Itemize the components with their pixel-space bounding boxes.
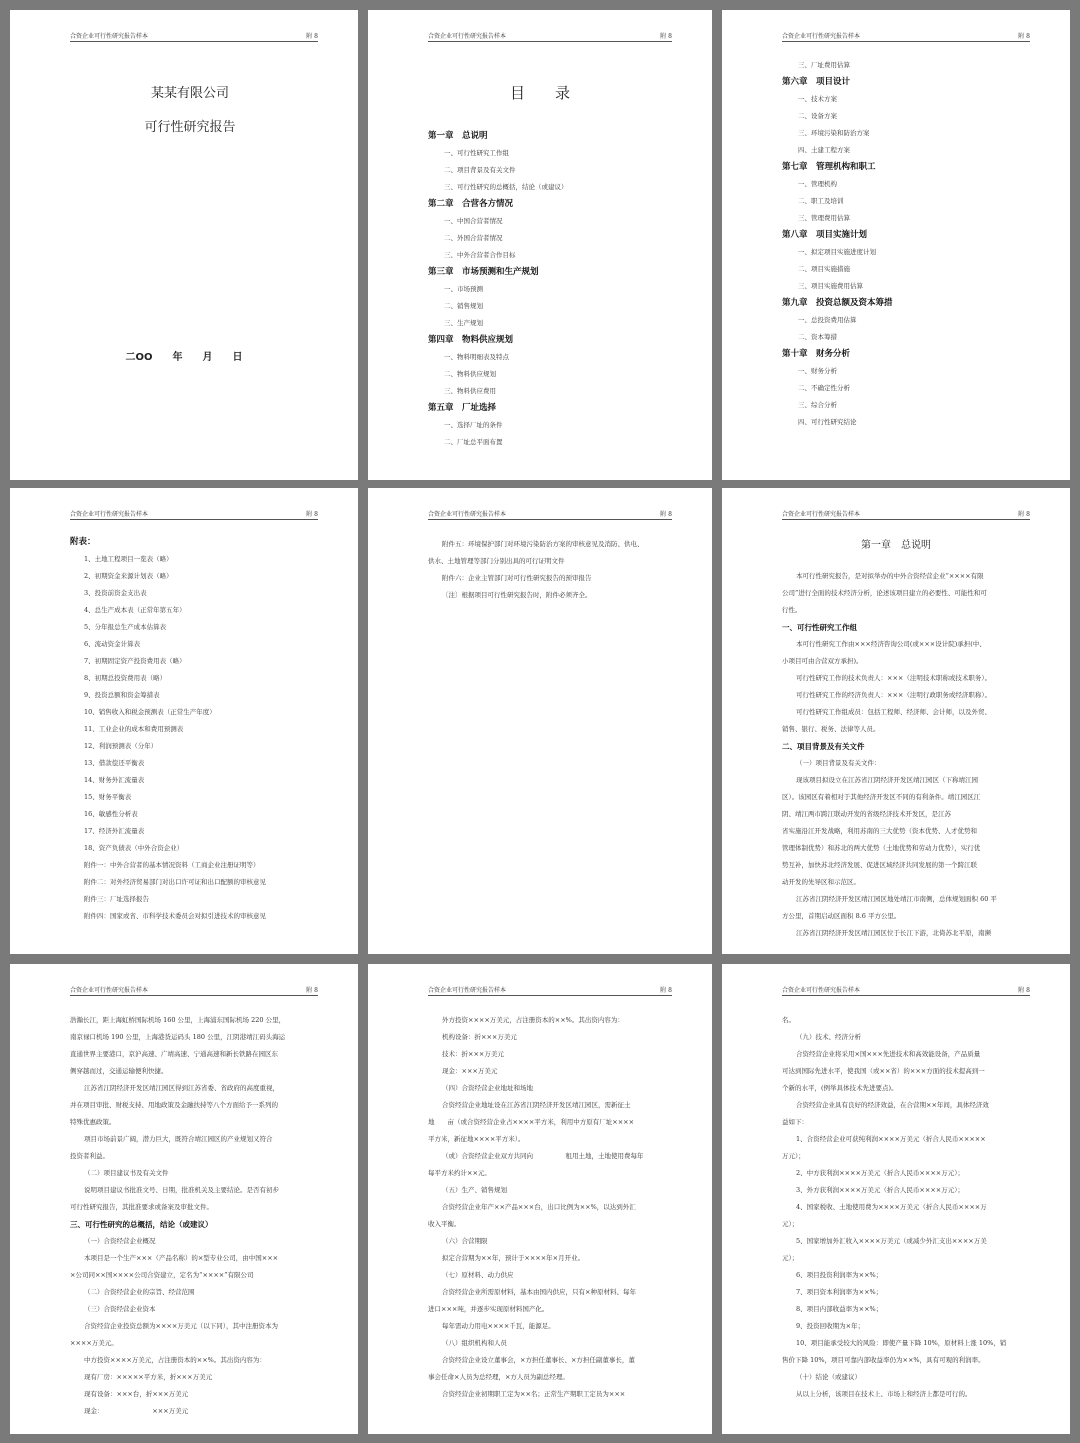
paragraph-line: 可行性研究工作的技术负责人：×××（注明技术职称或技术职务）。 (796, 674, 992, 682)
page-header (70, 986, 318, 996)
appendix-item: 7、初期固定资产投资费用表（略） (84, 657, 186, 665)
paragraph-line: （九）技术、经济分析 (796, 1033, 861, 1041)
paragraph-line: 合资经营企业具有良好的经济效益，在合营期××年间，具体经济效 (796, 1101, 989, 1109)
appendix-item: 11、工业企业的成本和费用预测表 (84, 725, 184, 733)
appendix-item: 13、借款偿还平衡表 (84, 759, 145, 767)
paragraph-line: 合资经营企业年产××产品×××台，出口比例为××%，以达到外汇 (442, 1203, 636, 1211)
appendix-cont-line: 供水、土地管理等部门分别出具的可行证明文件 (428, 557, 565, 565)
paragraph-line: 现金：×××万美元 (442, 1067, 498, 1075)
toc-chapter[interactable]: 第七章 管理机构和职工 (782, 162, 876, 172)
paragraph-line: 个新的水平，(例举具体技术先进要点)。 (782, 1084, 898, 1092)
paragraph-line: 特殊优惠政策。 (70, 1118, 116, 1126)
appendix-item: 3、投资前资金支出表 (84, 589, 147, 597)
toc-item[interactable]: 二、职工及培训 (798, 197, 844, 205)
paragraph-line: 6、项目投资利润率为××%； (796, 1271, 883, 1279)
toc-item[interactable]: 一、管理机构 (798, 180, 837, 188)
appendix-item: 16、敏感性分析表 (84, 810, 138, 818)
appendix-item: 10、销售收入和税金预测表（正常生产年度） (84, 708, 216, 716)
paragraph-line: 可达到国际先进水平，使我国（或××省）的×××方面的技术提高到一 (782, 1067, 985, 1075)
paragraph-line: 机构设备：折×××万美元 (442, 1033, 517, 1041)
paragraph-line: 江苏省江阴经济开发区靖江园区地处靖江市南侧，总体规划面积 60 平 (796, 895, 997, 903)
paragraph-line: 2、中方获利润××××万美元（折合人民币××××万元）； (796, 1169, 964, 1177)
section-heading: 二、项目背景及有关文件 (782, 742, 865, 751)
header-left-text: 合资企业可行性研究报告样本 (428, 511, 507, 518)
toc-item[interactable]: 二、不确定性分析 (798, 384, 850, 392)
toc-item[interactable]: 三、环境污染和防治方案 (798, 129, 870, 137)
paragraph-line: 5、国家增加外汇收入××××万美元（或减少外汇支出××××万美 (796, 1237, 987, 1245)
toc-chapter[interactable]: 第八章 项目实施计划 (782, 230, 868, 240)
header-right-text: 附 8 (660, 33, 672, 40)
toc-chapter[interactable]: 第四章 物料供应规划 (428, 335, 514, 345)
header-right-text: 附 8 (306, 511, 318, 518)
paragraph-line: 区）。该园区有着相对于其他经济开发区不同的有利条件。靖江园区江 (782, 793, 981, 801)
toc-item[interactable]: 二、厂址总平面布置 (444, 438, 503, 446)
paragraph-line: 浩瀚长江，距上海虹桥国际机场 160 公里，上海浦东国际机场 220 公里， (70, 1016, 286, 1024)
page-appendix (10, 488, 358, 954)
appendix-cont-list (428, 536, 672, 604)
toc-chapter[interactable]: 第六章 项目设计 (782, 77, 851, 87)
paragraph-line: 平方米，新征地××××平方米）。 (428, 1135, 525, 1143)
toc-item[interactable]: 三、项目实施费用估算 (798, 282, 863, 290)
header-left-text: 合资企业可行性研究报告样本 (782, 33, 861, 40)
cover-company: 某某有限公司 (150, 86, 229, 101)
page8-body (428, 1012, 672, 1403)
header-right-text: 附 8 (660, 987, 672, 994)
toc-item[interactable]: 一、可行性研究工作组 (444, 149, 509, 157)
paragraph-line: （七）原材料、动力供应 (442, 1271, 514, 1279)
paragraph-line: 元）； (782, 1254, 799, 1262)
header-left-text: 合资企业可行性研究报告样本 (782, 987, 861, 994)
toc-item[interactable]: 三、生产规划 (444, 319, 483, 327)
paragraph-line: 项目市场前景广阔，潜力巨大，既符合靖江园区的产业规划又符合 (84, 1135, 273, 1143)
toc-chapter[interactable]: 第三章 市场预测和生产规划 (428, 267, 539, 277)
toc-chapter[interactable]: 第五章 厂址选择 (428, 403, 497, 413)
paragraph-line: 侧穿越而过，交通运输便利快捷。 (70, 1067, 168, 1075)
appendix-item: 5、分年报总生产成本估算表 (84, 623, 167, 631)
toc-chapter[interactable]: 第九章 投资总额及资本筹措 (782, 298, 893, 308)
toc-item[interactable]: 四、土建工程方案 (798, 146, 850, 154)
paragraph-line: 阴、靖江两市跨江联动开发的省级经济技术开发区，是江苏 (782, 810, 951, 818)
paragraph-line: 本可行性研究工作由×××经济咨询公司(或×××设计院)承担(中、 (796, 640, 986, 648)
header-left-text: 合资企业可行性研究报告样本 (782, 511, 861, 518)
paragraph-line: （四）合资经营企业地址和场地 (442, 1084, 533, 1092)
paragraph-line: 并在项目审批、财税支持、用地政策及金融扶持等八个方面给予一系列的 (70, 1101, 278, 1109)
appendix-item: 6、流动资金计算表 (84, 640, 141, 648)
appendix-item: 附件四：国家或省、市科学技术委员会对拟引进技术的审核意见 (84, 912, 266, 920)
paragraph-line: 事会任命×人员为总经理，×方人员为副总经理。 (428, 1373, 569, 1381)
toc-item[interactable]: 一、技术方案 (798, 95, 837, 103)
appendix-item: 17、经济外汇流量表 (84, 827, 145, 835)
paragraph-line: 合资经营企业初期职工定为××名；正常生产期职工定员为××× (442, 1390, 626, 1398)
paragraph-line: 说明项目建议书批准文号、日期，批准机关及主要结论。是否有初步 (84, 1186, 279, 1194)
toc-item[interactable]: 一、选择厂址的条件 (444, 421, 503, 429)
subsection-heading: （一）项目背景及有关文件： (796, 759, 881, 767)
paragraph-line: 方公里，首期启动区面积 8.6 平方公里。 (782, 912, 901, 920)
toc-item[interactable]: 四、可行性研究结论 (798, 418, 857, 426)
header-left-text: 合资企业可行性研究报告样本 (70, 33, 149, 40)
paragraph-line: 外方投资××××万美元，占注册资本的××%。其出资内容为： (442, 1016, 624, 1024)
paragraph-line: 中方投资××××万美元，占注册资本的××%。其出资内容为： (84, 1356, 266, 1364)
page-8 (368, 964, 712, 1434)
paragraph-line: 合资经营企业设立董事会，×方担任董事长、×方担任副董事长，董 (442, 1356, 635, 1364)
toc-item[interactable]: 一、中国合营者情况 (444, 217, 503, 225)
paragraph-line: 投资者利益。 (70, 1152, 109, 1160)
paragraph-line: 势互补，加快苏北经济发展、促进区域经济共同发展的第一个跨江联 (782, 861, 977, 869)
paragraph-line: ××××万美元。 (70, 1339, 118, 1347)
page-header (428, 986, 672, 996)
paragraph-line: 江苏省江阴经济开发区靖江园区位于长江下游，北倚苏北平原，南濒 (796, 929, 991, 937)
page-toc-2 (722, 10, 1070, 480)
page-header (70, 32, 318, 42)
paragraph-line: 每年需动力用电××××千瓦，能源足。 (442, 1322, 555, 1330)
paragraph-line: 进口×××吨，并逐步实现原材料国产化。 (428, 1305, 549, 1313)
appendix-item: 附件二：对外经济贸易部门对出口许可证和出口配额的审核意见 (84, 878, 266, 886)
paragraph-line: 现金： ×××万美元 (84, 1407, 189, 1415)
page-header (70, 510, 318, 520)
header-right-text: 附 8 (1018, 511, 1030, 518)
toc-item[interactable]: 二、销售规划 (444, 302, 483, 310)
paragraph-line: 销售、银行、税务、法律等人员。 (782, 725, 880, 733)
header-left-text: 合资企业可行性研究报告样本 (70, 511, 149, 518)
toc-list-part2 (782, 57, 1030, 431)
page-header (428, 32, 672, 42)
paragraph-line: （八）组织机构和人员 (442, 1339, 507, 1347)
paragraph-line: 7、项目资本利润率为××%； (796, 1288, 883, 1296)
toc-item[interactable]: 三、可行性研究的总概括，结论（或建议） (444, 183, 568, 191)
toc-item[interactable]: 一、财务分析 (798, 367, 837, 375)
paragraph-line: 可行性研究报告，其批准要求或备案及审批文件。 (70, 1203, 213, 1211)
page-toc-1 (368, 10, 712, 480)
paragraph-line: 省实施沿江开发战略，利用苏南的三大优势（资本优势、人才优势和 (782, 827, 977, 835)
chapter1-title: 第一章 总说明 (861, 540, 931, 551)
toc-item[interactable]: 三、中外合营者合作目标 (444, 251, 516, 259)
toc-item[interactable]: 二、项目实施措施 (798, 265, 850, 273)
appendix-item: 8、初期总投资费用表（略） (84, 674, 167, 682)
paragraph-line: 本项目是一个生产×××（产品名称）的×型专业公司，由中国××× (84, 1254, 279, 1262)
chapter1-body (782, 568, 1030, 942)
paragraph-line: 技术：折×××万美元 (442, 1050, 504, 1058)
paragraph-line: 合资经营企业所需原材料，基本由国内供应，只有×种原材料、每年 (442, 1288, 636, 1296)
paragraph-line: 售价下降 10%，项目可靠内部收益率仍为××%，具有可观的利润率。 (782, 1356, 985, 1364)
toc-item[interactable]: 一、物料明细表及特点 (444, 353, 509, 361)
paragraph-line: 合资经营企业投资总额为××××万美元（以下同），其中注册资本为 (84, 1322, 279, 1330)
toc-chapter[interactable]: 第一章 总说明 (428, 131, 488, 141)
paragraph-line: 管理体制优势）和苏北的两大优势（土地优势和劳动力优势），实行优 (782, 844, 981, 852)
page9-body (782, 1012, 1030, 1403)
appendix-item: 4、总生产成本表（正常年第五年） (84, 606, 186, 614)
toc-chapter[interactable]: 第二章 合营各方情况 (428, 199, 514, 209)
paragraph-line: 名。 (782, 1016, 795, 1024)
paragraph-line: 4、国家税收、土地使用费为××××万美元（折合人民币××××万 (796, 1203, 987, 1211)
paragraph-line: 3、外方获利润××××万美元（折合人民币××××万元）； (796, 1186, 964, 1194)
paragraph-line: 南京禄口机场 190 公里，上海港货运码头 180 公里，江阴港靖江码头海运 (70, 1033, 286, 1041)
page-header (782, 986, 1030, 996)
cover-date: 二OO 年 月 日 (125, 352, 243, 363)
paragraph-line: ×公司同××国××××公司合资建立，定名为“××××”有限公司 (70, 1271, 254, 1279)
appendix-item: 附件三：厂址选择报告 (84, 895, 149, 903)
toc-item[interactable]: 二、资本筹措 (798, 333, 837, 341)
paragraph-line: 1、合资经营企业可获纯利润××××万美元（折合人民币××××× (796, 1135, 986, 1143)
paragraph-line: 动开发的先导区和示范区。 (782, 878, 860, 886)
paragraph-line: 直通世界主要港口，京沪高速、广靖高速、宁通高速和新长铁路在园区东 (70, 1050, 278, 1058)
appendix-item: 2、初期资金来源计划表（略） (84, 572, 173, 580)
header-right-text: 附 8 (1018, 33, 1030, 40)
page-9 (722, 964, 1070, 1434)
page-header (782, 510, 1030, 520)
paragraph-line: 合资经营企业将采用×国×××先进技术和高效能设备，产品质量 (796, 1050, 981, 1058)
toc-item[interactable]: 一、拟定项目实施进度计划 (798, 248, 876, 256)
paragraph-line: 本可行性研究报告，是对拟举办的中外合资经营企业“××××有限 (796, 572, 984, 580)
paragraph-line: 收入平衡。 (428, 1220, 461, 1228)
appendix-item: 9、投资总额和资金筹措表 (84, 691, 160, 699)
toc-item[interactable]: 一、市场预测 (444, 285, 483, 293)
paragraph-line: 行性。 (782, 606, 802, 614)
section-heading: 一、可行性研究工作组 (782, 623, 857, 632)
paragraph-line: 9、投资回收期为×年； (796, 1322, 865, 1330)
paragraph-line: 现有厂房：×××××平方米，折×××万美元 (84, 1373, 213, 1381)
cover-title: 可行性研究报告 (144, 120, 236, 135)
paragraph-line: 万元）； (782, 1152, 805, 1160)
paragraph-line: 地 亩（或合资经营企业占××××平方米，利用中方原有厂址×××× (428, 1118, 635, 1126)
paragraph-line: （十）结论（或建议） (796, 1373, 861, 1381)
page-header (782, 32, 1030, 42)
header-right-text: 附 8 (306, 33, 318, 40)
paragraph-line: 现有设备：×××台，折×××万美元 (84, 1390, 189, 1398)
appendix-item: 12、利润预测表（分年） (84, 742, 158, 750)
appendix-item: 15、财务平衡表 (84, 793, 132, 801)
toc-part2-chapters (782, 74, 1030, 431)
toc-item[interactable]: 二、设备方案 (798, 112, 837, 120)
paragraph-line: （三）合资经营企业资本 (84, 1305, 156, 1313)
page-7 (10, 964, 358, 1434)
paragraph-line: （或）合资经营企业双方共同向 租用土地，土地使用费每年 (442, 1152, 644, 1160)
paragraph-line: 元）； (782, 1220, 799, 1228)
header-right-text: 附 8 (306, 987, 318, 994)
page-header (428, 510, 672, 520)
paragraph-line: （一）合资经营企业概况 (84, 1237, 156, 1245)
appendix-cont-line: 〔注〕根据项目可行性研究报告时，附件必须齐全。 (442, 591, 592, 599)
appendix-item: 1、土地工程项目一览表（略） (84, 555, 173, 563)
appendix-list (70, 551, 318, 925)
paragraph-line: 小项目可由合营双方承担)。 (782, 657, 863, 665)
toc-chapter[interactable]: 第十章 财务分析 (782, 349, 851, 359)
toc-item[interactable]: 二、项目背景及有关文件 (444, 166, 516, 174)
header-right-text: 附 8 (660, 511, 672, 518)
page-chapter1 (722, 488, 1070, 954)
paragraph-line: 可行性研究工作组成员：包括工程师、经济师、会计师，以及外贸、 (796, 708, 991, 716)
paragraph-line: （二）合资经营企业的宗旨、经营范围 (84, 1288, 195, 1296)
page7-body (70, 1012, 318, 1420)
appendix-title: 附表： (70, 537, 96, 547)
toc-item[interactable]: 三、物料供应费用 (444, 387, 496, 395)
paragraph-line: 可行性研究工作的经济负责人：×××（注明行政职务或经济职称）。 (796, 691, 992, 699)
toc-item[interactable]: 二、物料供应规划 (444, 370, 496, 378)
paragraph-line: 三、可行性研究的总概括，结论（或建议） (70, 1220, 213, 1229)
appendix-item: 附件一：中外合营者的基本情况资料（工商企业注册证明等） (84, 861, 260, 869)
paragraph-line: 公司”进行全面的技术经济分析，论述该项目建立的必要性、可能性和可 (782, 589, 987, 597)
toc-item[interactable]: 三、综合分析 (798, 401, 837, 409)
paragraph-line: 8、项目内部收益率为××%； (796, 1305, 883, 1313)
paragraph-line: 10、项目能承受较大的风险：即使产量下降 10%，原材料上涨 10%，销 (796, 1339, 1007, 1347)
appendix-item: 18、资产负债表（中外合资企业） (84, 844, 184, 852)
appendix-cont-line: 附件五：环境保护部门对环境污染防治方案的审核意见及消防、供电、 (442, 540, 644, 548)
page-cover (10, 10, 358, 480)
toc-item[interactable]: 三、厂址费用估算 (798, 61, 850, 69)
paragraph-line: 每平方米约计××元。 (428, 1169, 491, 1177)
header-left-text: 合资企业可行性研究报告样本 (428, 987, 507, 994)
toc-item[interactable]: 二、外国合营者情况 (444, 234, 503, 242)
page-appendix-cont (368, 488, 712, 954)
paragraph-line: 益如下： (782, 1118, 808, 1126)
header-left-text: 合资企业可行性研究报告样本 (70, 987, 149, 994)
paragraph-line: （二）项目建议书及有关文件 (84, 1169, 169, 1177)
paragraph-line: （五）生产、销售规划 (442, 1186, 507, 1194)
appendix-item: 14、财务外汇流量表 (84, 776, 145, 784)
header-left-text: 合资企业可行性研究报告样本 (428, 33, 507, 40)
paragraph-line: （六）合营期限 (442, 1237, 488, 1245)
appendix-body (70, 534, 318, 925)
toc-item[interactable]: 一、总投资费用估算 (798, 316, 857, 324)
toc-title: 目 录 (509, 84, 570, 102)
toc-item[interactable]: 三、管理费用估算 (798, 214, 850, 222)
paragraph-line: 从以上分析，该项目在技术上、市场上和经济上都是可行的。 (796, 1390, 972, 1398)
header-right-text: 附 8 (1018, 987, 1030, 994)
paragraph-line: 合资经营企业地址设在江苏省江阴经济开发区靖江园区，需新征土 (442, 1101, 631, 1109)
toc-list-part1 (428, 128, 672, 451)
paragraph-line: 现该项目拟设立在江苏省江阴经济开发区靖江园区（下称靖江园 (796, 776, 978, 784)
appendix-cont-line: 附件六：企业主管部门对可行性研究报告的预审报告 (442, 574, 592, 582)
paragraph-line: 拟定合营期为××年，预计于××××年×月开业。 (442, 1254, 585, 1262)
paragraph-line: 江苏省江阴经济开发区靖江园区得到江苏省委、省政府的高度重视， (84, 1084, 279, 1092)
